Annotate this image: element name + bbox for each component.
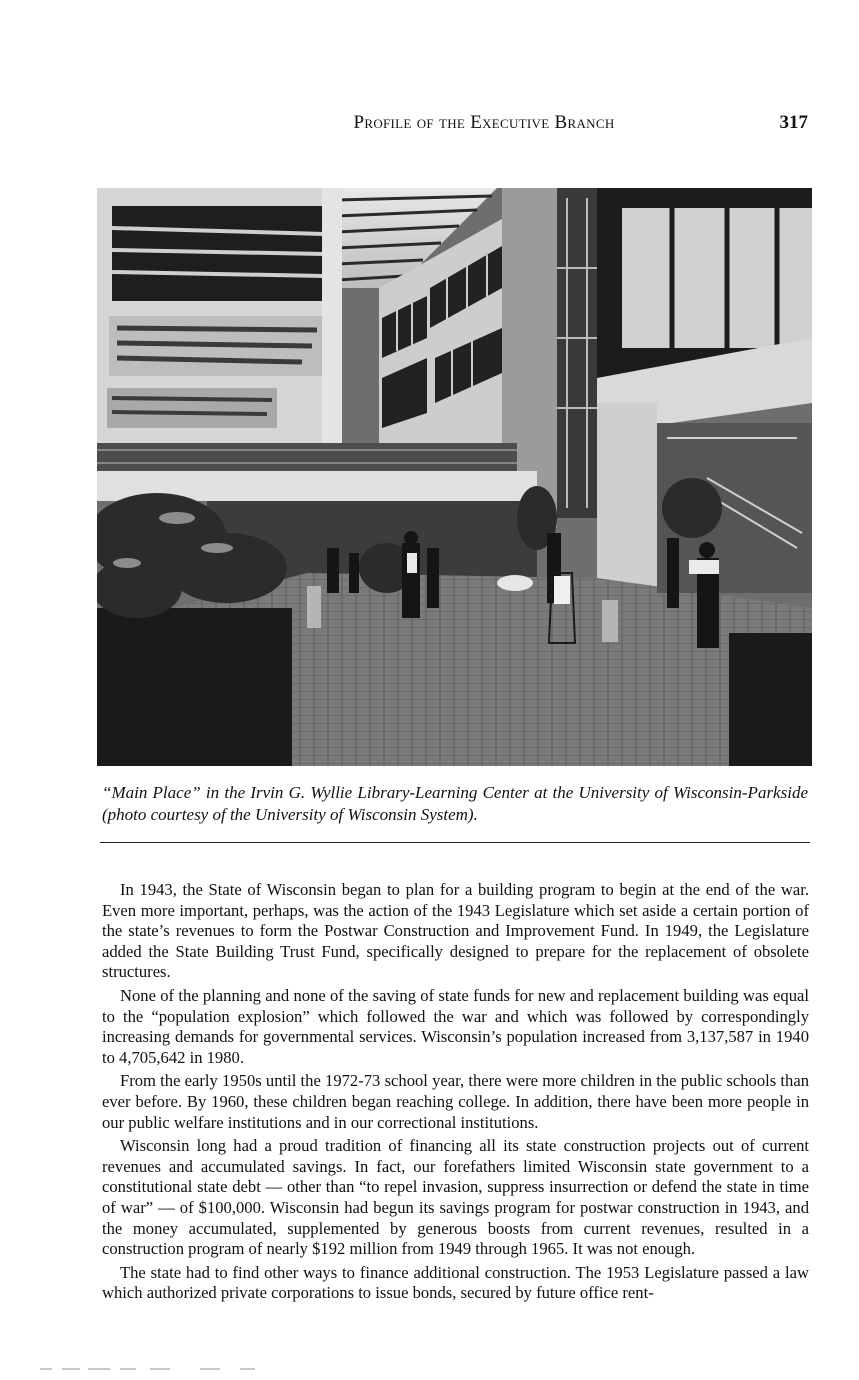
atrium-photo <box>97 188 812 766</box>
body-text <box>102 880 809 1307</box>
scan-artifact-marks <box>40 1366 300 1372</box>
page-number: 317 <box>779 112 808 133</box>
caption-divider <box>100 842 810 843</box>
paragraph-3: From the early 1950s until the 1972-73 school year, there were more children in the public schools than ever before. By 1960, these children began reaching college. In addition, there have been more people in our public welfare institutions and in our correctional institutions. <box>102 1071 809 1132</box>
photo-caption: “Main Place” in the Irvin G. Wyllie Library-Learning Center at the University of Wisconsin-Parkside (photo courtesy of the University of Wisconsin System). <box>102 783 808 824</box>
paragraph-1: In 1943, the State of Wisconsin began to plan for a building program to begin at the end of the war. Even more important, perhaps, was the action of the 1943 Legislature which set aside a certain portion of the state’s revenues to form the Postwar Construction and Improvement Fund. In 1949, the Legislature added the State Building Trust Fund, specifically designed to prepare for the replacement of obsolete structures. <box>102 880 809 982</box>
paragraph-5: The state had to find other ways to finance additional construction. The 1953 Legislature passed a law which authorized private corporations to issue bonds, secured by future office rent- <box>102 1262 809 1303</box>
paragraph-2: None of the planning and none of the saving of state funds for new and replacement building was equal to the “population explosion” which followed the war and which was followed by correspondingly increasing demands for governmental services. Wisconsin’s population increased from 3,137,587 in 1940 to 4,705,642 in 1980. <box>102 985 809 1067</box>
page-header <box>100 112 808 140</box>
running-title: Profile of the Executive Branch <box>353 112 615 133</box>
paragraph-4: Wisconsin long had a proud tradition of financing all its state construction projects out of current revenues and accumulated savings. In fact, our forefathers limited Wisconsin state government to a constitutional state debt — other than “to repel invasion, suppress insurrection or defend the state in time of war” — of $100,000. Wisconsin had begun its savings program for postwar construction in 1943, and the money accumulated, supplemented by generous boosts from current revenues, resulted in a construction program of nearly $192 million from 1949 through 1965. It was not enough. <box>102 1136 809 1259</box>
